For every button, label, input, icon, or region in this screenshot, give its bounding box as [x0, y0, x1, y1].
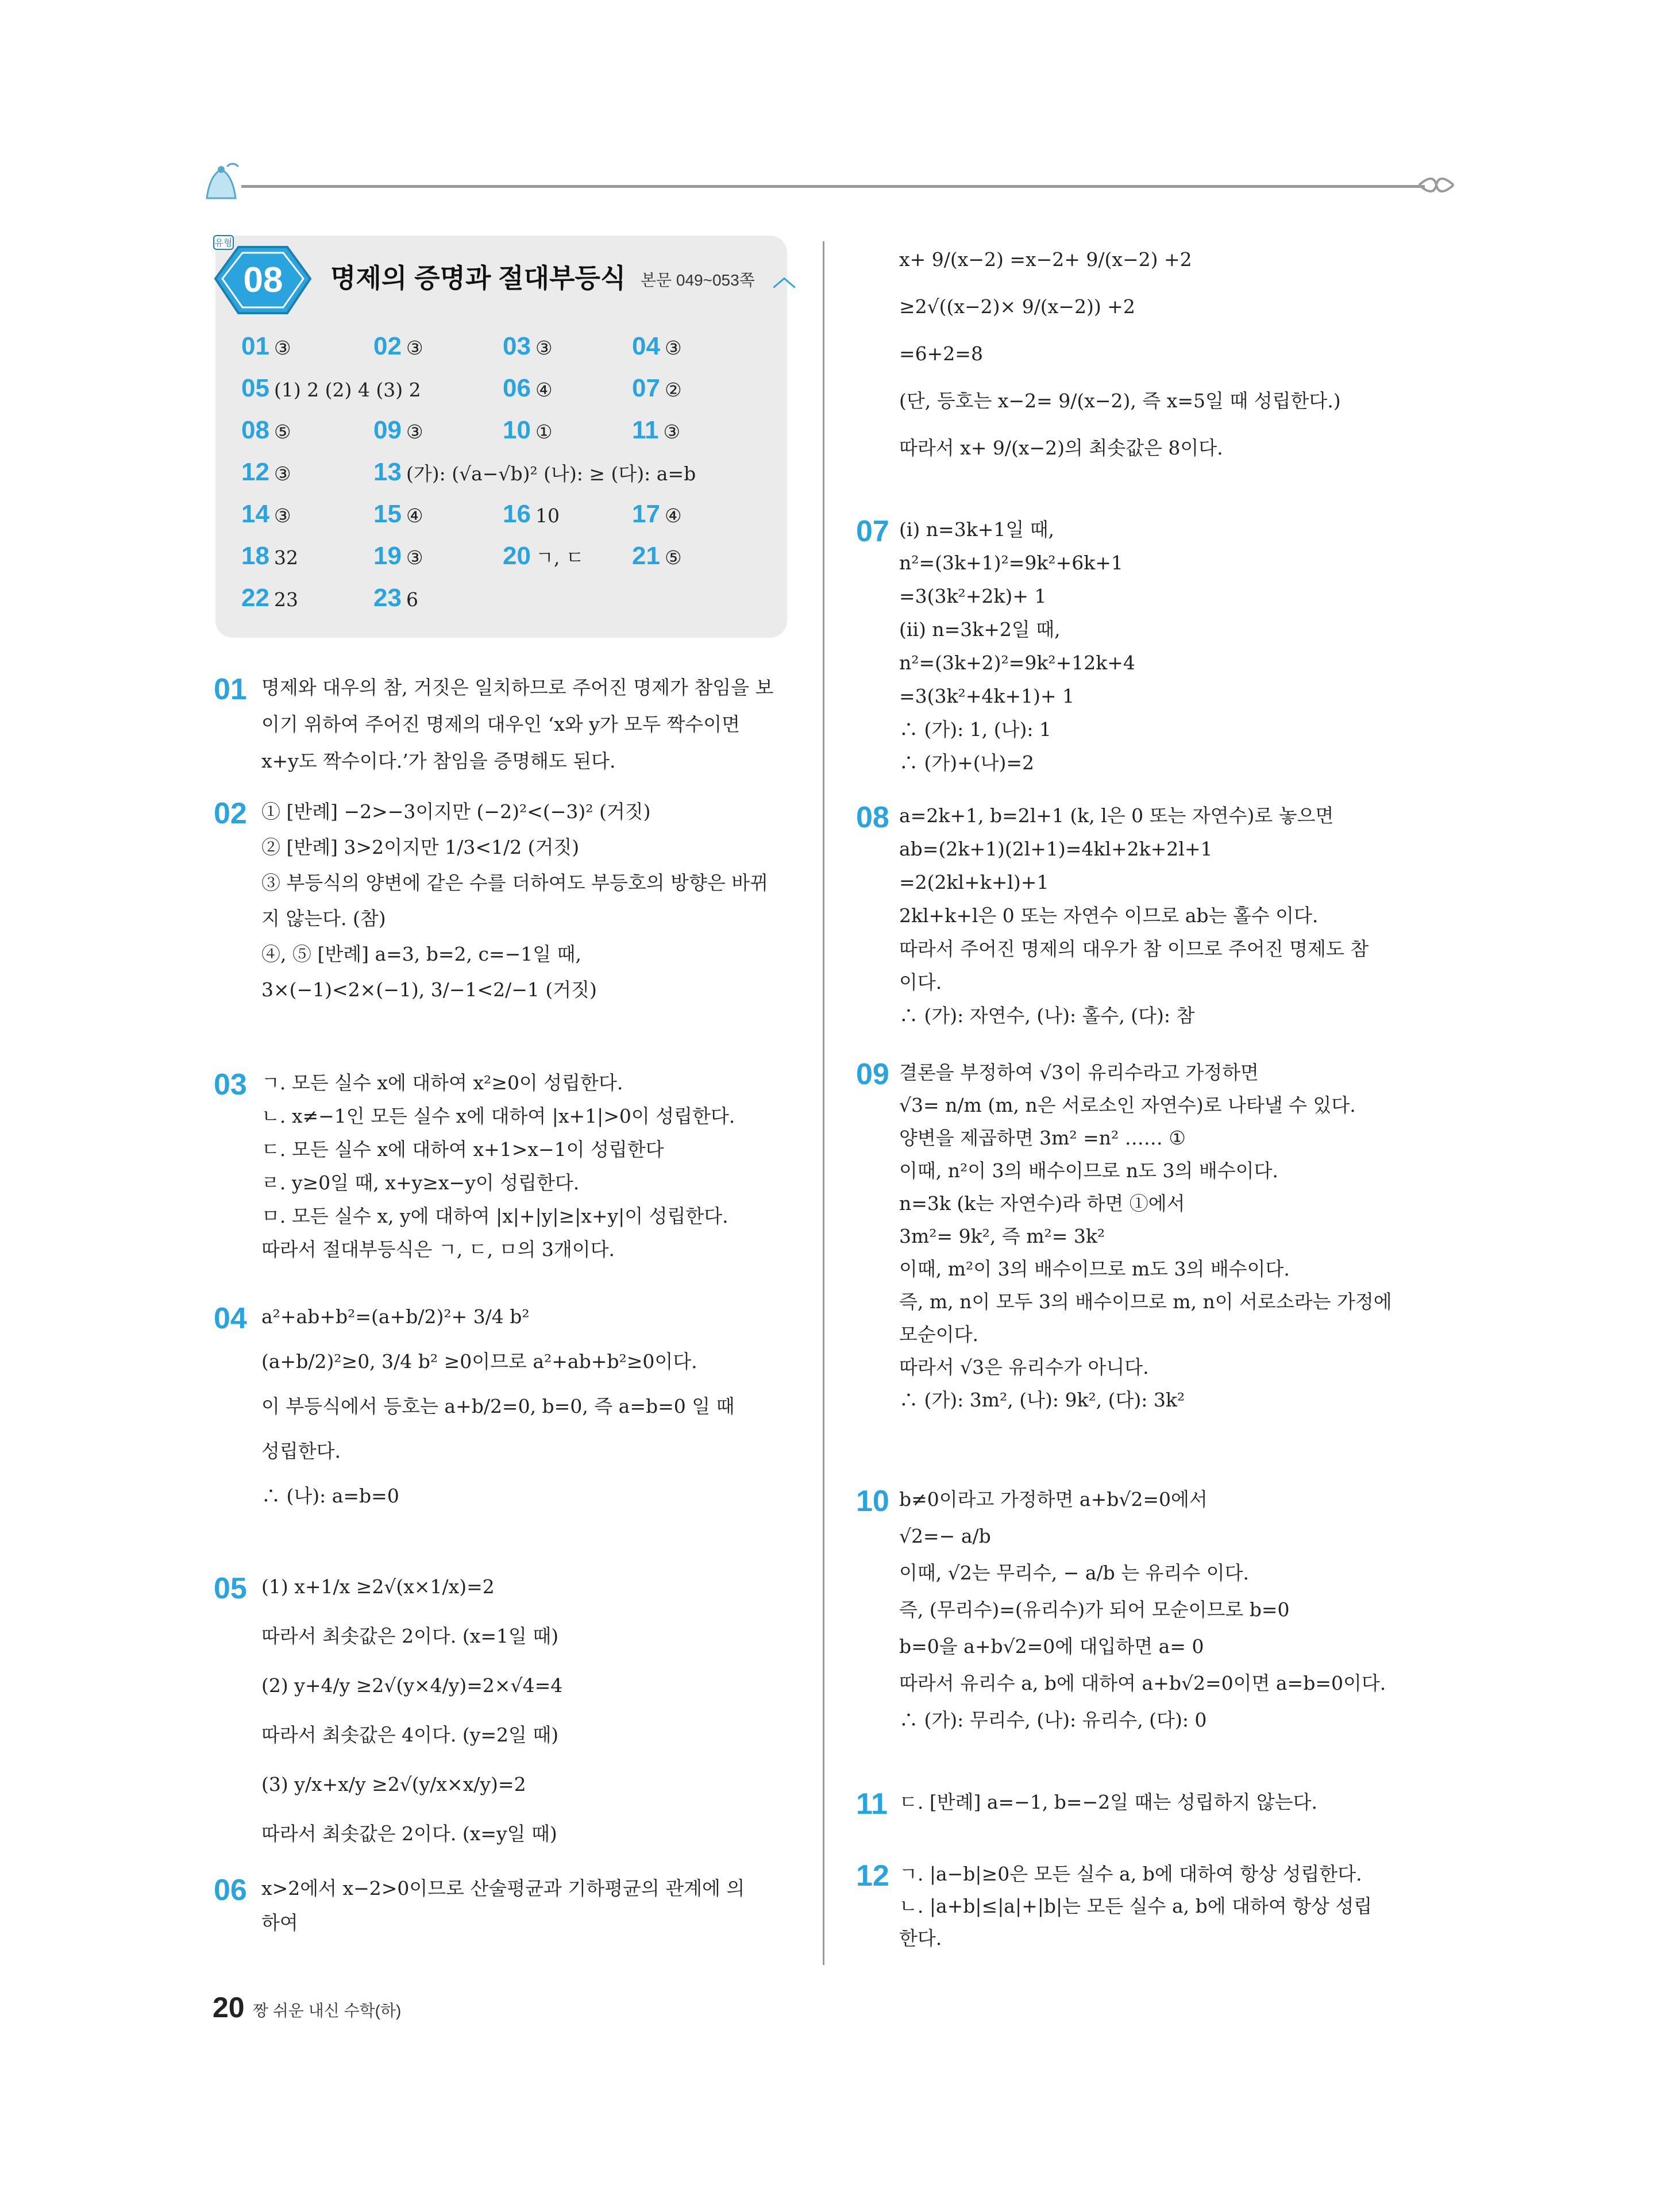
bell-flower-icon [195, 158, 247, 204]
solution-line: 따라서 주어진 명제의 대우가 참 이므로 주어진 명제도 참 [899, 938, 1369, 960]
solution-line: ④, ⑤ [반례] a=3, b=2, c=−1일 때, [261, 943, 582, 965]
answer-item-12 [241, 458, 291, 487]
solution-line: ㄹ. y≥0일 때, x+y≥x−y이 성립한다. [261, 1171, 580, 1194]
answer-item-05 [241, 374, 421, 403]
solution-line: 2kl+k+l은 0 또는 자연수 이므로 ab는 홀수 이다. [899, 904, 1319, 927]
solution-line: 하여 [261, 1912, 298, 1934]
problem-number-02: 02 [214, 797, 247, 830]
solution-line: ③ 부등식의 양변에 같은 수를 더하여도 부등호의 방향은 바뀌 [261, 872, 768, 894]
answer-item-22 [241, 584, 298, 612]
answer-number: 22 [241, 584, 269, 612]
answer-value: ㄱ, ㄷ [535, 546, 584, 569]
solution-line: ∴ (가): 1, (나): 1 [899, 718, 1051, 741]
answer-number: 10 [503, 416, 531, 444]
solution-line: ∴ (가): 3m², (나): 9k², (다): 3k² [899, 1389, 1185, 1411]
problem-number-11: 11 [856, 1787, 888, 1821]
solution-line: =6+2=8 [899, 342, 983, 365]
solution-line: ㅁ. 모든 실수 x, y에 대하여 |x|+|y|≥|x+y|이 성립한다. [261, 1205, 728, 1227]
problem-number-10: 10 [856, 1485, 889, 1518]
solution-line: 3m²= 9k², 즉 m²= 3k² [899, 1225, 1105, 1247]
solution-line: =3(3k²+4k+1)+ 1 [899, 685, 1075, 707]
solution-line: x+ 9/(x−2) =x−2+ 9/(x−2) +2 [899, 248, 1192, 271]
answer-number: 14 [241, 500, 269, 528]
answer-number: 02 [373, 332, 402, 360]
solution-line: ㄴ. x≠−1인 모든 실수 x에 대하여 |x+1|>0이 성립한다. [261, 1105, 735, 1127]
solution-line: 이기 위하여 주어진 명제의 대우인 ‘x와 y가 모두 짝수이면 [261, 713, 740, 735]
answer-item-23 [373, 584, 418, 612]
answer-number: 21 [632, 542, 660, 570]
answer-item-14 [241, 500, 291, 529]
answer-number: 04 [632, 332, 660, 360]
answer-number: 13 [373, 458, 402, 486]
solution-line: ㄱ. |a−b|≥0은 모든 실수 a, b에 대하여 항상 성립한다. [899, 1863, 1362, 1885]
solution-line: 따라서 최솟값은 2이다. (x=y일 때) [261, 1822, 557, 1845]
solution-line: 결론을 부정하여 √3이 유리수라고 가정하면 [899, 1061, 1259, 1084]
solution-line: ㄴ. |a+b|≤|a|+|b|는 모든 실수 a, b에 대하여 항상 성립 [899, 1895, 1373, 1917]
solution-line: 이때, m²이 3의 배수이므로 m도 3의 배수이다. [899, 1258, 1290, 1280]
solution-line: n=3k (k는 자연수)라 하면 ①에서 [899, 1192, 1185, 1215]
answer-item-13 [373, 458, 696, 487]
answer-value: ③ [663, 421, 681, 443]
answer-number: 16 [503, 500, 531, 528]
answer-item-09 [373, 416, 423, 445]
answer-item-07 [632, 374, 682, 403]
answer-item-11 [632, 416, 680, 445]
solution-line: ㄱ. 모든 실수 x에 대하여 x²≥0이 성립한다. [261, 1072, 623, 1094]
solution-line: 이때, √2는 무리수, − a/b 는 유리수 이다. [899, 1562, 1250, 1584]
answer-value: ④ [406, 504, 423, 527]
answer-value: ⑤ [273, 421, 291, 443]
solution-line: 이다. [899, 971, 942, 993]
answer-number: 01 [241, 332, 269, 360]
solution-line: √2=− a/b [899, 1525, 991, 1547]
solution-line: ab=(2k+1)(2l+1)=4kl+2k+2l+1 [899, 838, 1213, 860]
answer-value: ③ [273, 337, 291, 359]
solution-line: ∴ (가): 자연수, (나): 홀수, (다): 참 [899, 1004, 1195, 1027]
solution-line: 따라서 절대부등식은 ㄱ, ㄷ, ㅁ의 3개이다. [261, 1238, 615, 1261]
answer-value: 10 [535, 504, 560, 527]
solution-line: 양변을 제곱하면 3m² =n² …… ① [899, 1127, 1186, 1149]
answer-item-18 [241, 542, 298, 571]
solution-line: n²=(3k+2)²=9k²+12k+4 [899, 652, 1135, 674]
answer-item-08 [241, 416, 291, 445]
answer-item-06 [503, 374, 553, 403]
solution-line: 즉, (무리수)=(유리수)가 되어 모순이므로 b=0 [899, 1598, 1290, 1621]
problem-number-09: 09 [856, 1058, 889, 1091]
answer-item-16 [503, 500, 560, 529]
solution-line: =3(3k²+2k)+ 1 [899, 585, 1047, 607]
solution-line: ≥2√((x−2)× 9/(x−2)) +2 [899, 295, 1135, 318]
problem-number-04: 04 [214, 1302, 247, 1335]
solution-line: 모순이다. [899, 1323, 979, 1346]
answer-value: ④ [664, 504, 682, 527]
column-divider [823, 241, 824, 1965]
answer-number: 05 [241, 374, 269, 402]
solution-line: 따라서 유리수 a, b에 대하여 a+b√2=0이면 a=b=0이다. [899, 1672, 1386, 1694]
solution-line: ∴ (가)+(나)=2 [899, 752, 1035, 774]
answer-number: 20 [503, 542, 531, 570]
answer-item-15 [373, 500, 423, 529]
solution-line: b=0을 a+b√2=0에 대입하면 a= 0 [899, 1635, 1204, 1658]
answer-number: 23 [373, 584, 402, 612]
solution-line: ② [반례] 3>2이지만 1/3<1/2 (거짓) [261, 836, 580, 858]
answer-item-02 [373, 332, 423, 361]
answer-number: 07 [632, 374, 660, 402]
answer-value: ③ [406, 546, 423, 569]
answer-value: ③ [273, 463, 291, 485]
answer-item-01 [241, 332, 291, 361]
answer-value: ③ [273, 504, 291, 527]
answer-number: 03 [503, 332, 531, 360]
unit-badge [213, 233, 313, 322]
page-reference: 본문 049~053쪽 [641, 271, 755, 289]
solution-line: (3) y/x+x/y ≥2√(y/x×x/y)=2 [261, 1773, 526, 1795]
solution-line: 따라서 최솟값은 4이다. (y=2일 때) [261, 1724, 559, 1746]
answer-number: 18 [241, 542, 269, 570]
unit-number: 08 [243, 260, 283, 300]
answer-number: 19 [373, 542, 402, 570]
solution-line: a=2k+1, b=2l+1 (k, l은 0 또는 자연수)로 놓으면 [899, 804, 1334, 827]
book-title: 짱 쉬운 내신 수학(하) [253, 2002, 402, 2020]
answer-value: ① [535, 421, 553, 443]
solution-line: ㄷ. [반례] a=−1, b=−2일 때는 성립하지 않는다. [899, 1791, 1317, 1813]
top-rule [241, 185, 1425, 188]
answer-item-17 [632, 500, 682, 529]
solution-line: a²+ab+b²=(a+b/2)²+ 3/4 b² [261, 1305, 530, 1328]
unit-title: 명제의 증명과 절대부등식 [330, 263, 626, 293]
answer-value: (1) 2 (2) 4 (3) 2 [273, 379, 421, 401]
solution-line: ① [반례] −2>−3이지만 (−2)²<(−3)² (거짓) [261, 800, 651, 823]
ribbon-knot-icon [1416, 172, 1456, 201]
solution-line: (a+b/2)²≥0, 3/4 b² ≥0이므로 a²+ab+b²≥0이다. [261, 1350, 697, 1373]
problem-number-03: 03 [214, 1068, 247, 1101]
answer-number: 08 [241, 416, 269, 444]
answer-item-19 [373, 542, 423, 571]
problem-number-07: 07 [856, 515, 889, 548]
solution-line: (단, 등호는 x−2= 9/(x−2), 즉 x=5일 때 성립한다.) [899, 390, 1341, 412]
answer-number: 06 [503, 374, 531, 402]
solution-line: (2) y+4/y ≥2√(y×4/y)=2×√4=4 [261, 1674, 563, 1697]
answer-value: (가): (√a−√b)² (나): ≥ (다): a=b [406, 463, 696, 485]
answer-number: 15 [373, 500, 402, 528]
answer-item-03 [503, 332, 553, 361]
solution-line: 명제와 대우의 참, 거짓은 일치하므로 주어진 명제가 참임을 보 [261, 676, 774, 699]
answer-value: ② [664, 379, 682, 401]
answer-number: 11 [632, 416, 659, 444]
solution-line: 성립한다. [261, 1440, 341, 1462]
solution-line: 3×(−1)<2×(−1), 3/−1<2/−1 (거짓) [261, 978, 597, 1001]
answer-value: 23 [273, 588, 298, 611]
answer-value: ③ [664, 337, 682, 359]
solution-line: (ⅰ) n=3k+1일 때, [899, 518, 1055, 541]
answer-number: 17 [632, 500, 660, 528]
answer-value: 6 [406, 588, 418, 611]
solution-line: 한다. [899, 1927, 942, 1949]
answer-value: ⑤ [664, 546, 682, 569]
solution-line: 따라서 x+ 9/(x−2)의 최솟값은 8이다. [899, 437, 1223, 459]
problem-number-12: 12 [856, 1859, 889, 1893]
solution-line: b≠0이라고 가정하면 a+b√2=0에서 [899, 1488, 1208, 1510]
solution-line: 따라서 √3은 유리수가 아니다. [899, 1356, 1149, 1378]
solution-line: x>2에서 x−2>0이므로 산술평균과 기하평균의 관계에 의 [261, 1877, 745, 1899]
solution-line: (ⅱ) n=3k+2일 때, [899, 618, 1061, 641]
problem-number-05: 05 [214, 1572, 247, 1605]
answer-value: ④ [535, 379, 553, 401]
page-number: 20 [213, 1991, 245, 2024]
solution-line: 이 부등식에서 등호는 a+b/2=0, b=0, 즉 a=b=0 일 때 [261, 1395, 735, 1417]
answer-value: ③ [535, 337, 553, 359]
answer-value: 32 [273, 546, 298, 569]
answer-number: 09 [373, 416, 402, 444]
solution-line: 따라서 최솟값은 2이다. (x=1일 때) [261, 1625, 559, 1647]
answer-value: ③ [406, 337, 423, 359]
answer-item-04 [632, 332, 682, 361]
answer-item-20 [503, 542, 584, 571]
solution-line: x+y도 짝수이다.’가 참임을 증명해도 된다. [261, 750, 616, 772]
problem-number-06: 06 [214, 1874, 247, 1907]
answer-number: 12 [241, 458, 269, 486]
problem-number-08: 08 [856, 801, 889, 834]
answer-item-10 [503, 416, 553, 445]
solution-line: ∴ (가): 무리수, (나): 유리수, (다): 0 [899, 1709, 1207, 1731]
solution-line: √3= n/m (m, n은 서로소인 자연수)로 나타낼 수 있다. [899, 1094, 1356, 1116]
answer-item-21 [632, 542, 682, 571]
answer-value: ③ [406, 421, 423, 443]
unit-badge-label: 유형 [214, 238, 233, 248]
solution-line: ∴ (나): a=b=0 [261, 1485, 399, 1507]
solution-line: 즉, m, n이 모두 3의 배수이므로 m, n이 서로소라는 가정에 [899, 1290, 1392, 1313]
solution-line: (1) x+1/x ≥2√(x×1/x)=2 [261, 1575, 495, 1598]
solution-line: ㄷ. 모든 실수 x에 대하여 x+1>x−1이 성립한다 [261, 1138, 664, 1161]
solution-line: n²=(3k+1)²=9k²+6k+1 [899, 552, 1123, 574]
problem-number-01: 01 [214, 673, 247, 706]
box-tab-icon: ︿ [773, 264, 796, 291]
solution-line: 이때, n²이 3의 배수이므로 n도 3의 배수이다. [899, 1159, 1278, 1182]
solution-line: =2(2kl+k+l)+1 [899, 871, 1049, 893]
solution-line: 지 않는다. (참) [261, 907, 386, 930]
